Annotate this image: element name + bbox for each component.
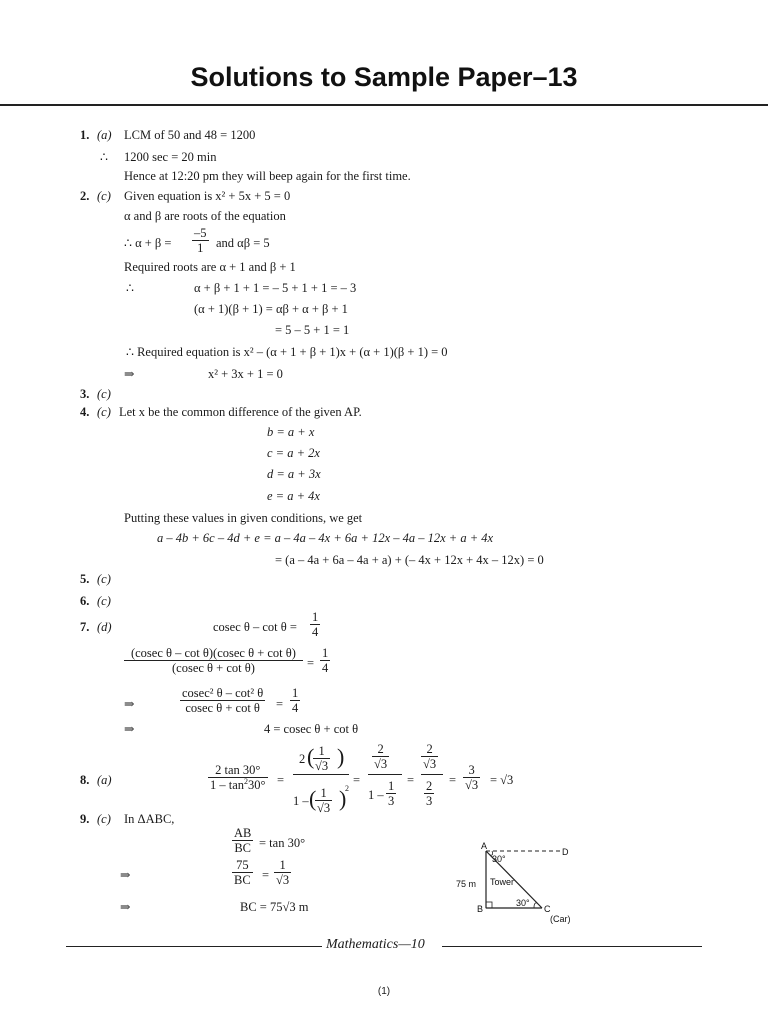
q7-frac-4-den: cosec θ + cot θ [180, 700, 265, 715]
q1-line-3: Hence at 12:20 pm they will beep again for the first time. [124, 169, 411, 183]
q4-line-2: Putting these values in given conditions, we get [124, 511, 363, 525]
q7-number: 7. [80, 620, 90, 634]
label-angle-bottom: 30° [516, 898, 530, 908]
q8-expr-3-num-den: √3 [374, 757, 388, 771]
q8-expr-4-num-num: 2 [426, 742, 433, 756]
q9-frac-1-den: BC [232, 840, 253, 855]
q8-eq-3: = [407, 773, 415, 787]
q7-frac-5-num: 1 [292, 686, 299, 700]
q7-frac-5 [290, 686, 300, 715]
q7-frac-3 [320, 646, 330, 675]
q8-eq-4: = [449, 773, 457, 787]
q4-number: 4. [80, 405, 90, 419]
q8-expr-5-num: 3 [468, 763, 475, 777]
q9-frac-1 [232, 826, 253, 855]
q8-expr-4-num-den: √3 [423, 757, 437, 771]
q7-frac-2 [124, 646, 303, 675]
q6-number: 6. [80, 594, 90, 608]
q9-line-4: BC = 75√3 m [240, 900, 309, 914]
q4-d: d = a + 3x [267, 467, 321, 481]
label-tower: Tower [490, 877, 515, 887]
q2-therefore: ∴ [126, 281, 134, 295]
q8-option: (a) [97, 773, 112, 787]
q2-line-6: (α + 1)(β + 1) = αβ + α + β + 1 [194, 302, 348, 316]
q8-expr-2-inner-num: 1 [318, 744, 325, 758]
q8-expr-3-den-num: 1 [388, 779, 395, 793]
q8-expr-2-den-den: √3 [317, 801, 331, 815]
q4-line-4: = (a – 4a + 6a – 4a + a) + (– 4x + 12x + 4x – 12x) = 0 [275, 553, 544, 567]
q9-frac-1-result: = tan 30° [259, 836, 306, 850]
q2-line-8: ∴ Required equation is x² – (α + 1 + β + 1)x + (α + 1)(β + 1) = 0 [126, 345, 448, 359]
q8-frac-1-den: $1 - \tan^230^\circ$ [210, 777, 266, 792]
q8-expr-2-inner [313, 744, 330, 773]
q2-line-3a: ∴ α + β = [124, 236, 172, 250]
q1-option: (a) [97, 128, 112, 142]
q8-paren-close-2: ) [339, 786, 347, 811]
q8-expr-3-num-num: 2 [377, 742, 384, 756]
q9-frac-2-num: 75 [236, 858, 249, 872]
q1-line-2: 1200 sec = 20 min [124, 150, 217, 164]
footer-rule-right [442, 946, 702, 947]
q7-option: (d) [97, 620, 112, 634]
q2-line-5: α + β + 1 + 1 = – 5 + 1 + 1 = – 3 [194, 281, 357, 295]
label-angle-top: 30° [492, 854, 506, 864]
q8-expr-4-den-den: 3 [426, 794, 433, 808]
q8-expr-2-num [299, 742, 343, 772]
q1-number: 1. [80, 128, 90, 142]
q8-expr-4-num [421, 742, 438, 771]
q3-option: (c) [97, 387, 111, 401]
q7-frac-5-den: 4 [292, 701, 299, 715]
right-angle-mark [486, 902, 492, 908]
q8-paren-open: ( [307, 744, 315, 769]
q8-expr-4-den [424, 779, 434, 808]
q9-frac-2 [232, 858, 253, 887]
q9-option: (c) [97, 812, 111, 826]
q7-frac-1-den: 4 [312, 625, 319, 639]
q9-frac-1-num: AB [234, 826, 252, 840]
q1-therefore: ∴ [100, 150, 108, 164]
q8-expr-3-num [372, 742, 389, 771]
q7-frac-1 [310, 610, 320, 639]
q7-implies-2: ⇒ [124, 722, 135, 736]
q2-line-9: x² + 3x + 1 = 0 [208, 367, 283, 381]
q8-expr-3-den-pre: 1 – [368, 788, 384, 802]
q2-fraction [192, 226, 209, 255]
q9-frac-3 [274, 858, 291, 887]
footer-subject: Mathematics—10 [326, 937, 425, 952]
q7-frac-4 [180, 686, 265, 715]
q2-option: (c) [97, 189, 111, 203]
q8-result: = √3 [490, 773, 514, 787]
q8-expr-2-den-frac [315, 786, 332, 815]
title-rule [0, 104, 768, 106]
q8-expr-2-den [293, 778, 349, 814]
q4-e: e = a + 4x [267, 489, 320, 503]
q4-line-3: a – 4b + 6c – 4d + e = a – 4a – 4x + 6a + 12x – 4a – 12x + a + 4x [157, 531, 494, 545]
q8-expr-2-bar [293, 774, 349, 775]
q4-option: (c) [97, 405, 111, 419]
q7-frac-4-num: cosec² θ – cot² θ [182, 686, 264, 700]
q2-line-3b: and αβ = 5 [216, 236, 270, 250]
q2-line-4: Required roots are α + 1 and β + 1 [124, 260, 296, 274]
q8-expr-3-den [386, 779, 396, 808]
q7-frac-3-num: 1 [322, 646, 329, 660]
q8-number: 8. [80, 773, 90, 787]
q3-number: 3. [80, 387, 90, 401]
q7-line-1: cosec θ – cot θ = [213, 620, 297, 634]
q8-expr-4-bar [421, 774, 443, 775]
q7-frac-2-num: (cosec θ – cot θ)(cosec θ + cot θ) [130, 646, 296, 660]
q7-frac-2-den: (cosec θ + cot θ) [124, 660, 303, 675]
label-car: (Car) [550, 914, 571, 924]
q9-implies-2: ⇒ [120, 900, 131, 914]
q4-line-1: Let x be the common difference of the given AP. [119, 405, 362, 419]
page-number: (1) [377, 986, 391, 997]
page-title: Solutions to Sample Paper–13 [190, 62, 578, 92]
q8-expr-2-den-num: 1 [320, 786, 327, 800]
q8-paren-close: ) [337, 744, 345, 769]
label-b: B [477, 904, 484, 914]
q7-eq-2: = [276, 697, 284, 711]
q7-implies-1: ⇒ [124, 697, 135, 711]
q2-number: 2. [80, 189, 90, 203]
q2-line-7: = 5 – 5 + 1 = 1 [275, 323, 350, 337]
q9-frac-3-den: √3 [276, 873, 290, 887]
q9-frac-2-den: BC [234, 873, 251, 887]
q8-expr-2-inner-den: √3 [315, 759, 329, 773]
q2-line-1: Given equation is x² + 5x + 5 = 0 [124, 189, 291, 203]
q5-option: (c) [97, 572, 111, 586]
q8-expr-4-den-num: 2 [426, 779, 433, 793]
q8-expr-2-exp: 2 [345, 784, 349, 793]
q9-number: 9. [80, 812, 90, 826]
q8-expr-3-den-den: 3 [388, 794, 395, 808]
q2-implies: ⇒ [124, 367, 135, 381]
label-height: 75 m [456, 879, 477, 889]
q9-eq: = [262, 868, 270, 882]
q8-expr-2-den-pre: 1 – [293, 794, 309, 808]
q5-number: 5. [80, 572, 90, 586]
q9-frac-3-num: 1 [279, 858, 286, 872]
q8-expr-5 [463, 763, 480, 792]
q2-line-2: α and β are roots of the equation [124, 209, 286, 223]
q9-implies-1: ⇒ [120, 868, 131, 882]
q2-frac-den: 1 [192, 240, 209, 255]
footer-rule-left [66, 946, 322, 947]
q9-line-1: In ΔABC, [124, 812, 175, 826]
q8-frac-1-num: 2 tan 30° [215, 763, 261, 777]
q8-eq-1: = [277, 773, 285, 787]
q7-line-4: 4 = cosec θ + cot θ [264, 722, 359, 736]
q2-frac-num: –5 [194, 226, 207, 240]
q4-c: c = a + 2x [267, 446, 320, 460]
q8-expr-3-bar [368, 774, 402, 775]
q7-eq-1: = [307, 656, 315, 670]
tower-diagram [450, 838, 590, 930]
bottom-angle-arc [534, 903, 537, 908]
q8-expr-2-coef: 2 [299, 752, 306, 766]
q8-frac-1 [208, 763, 268, 792]
q4-b: b = a + x [267, 425, 315, 439]
q7-frac-1-num: 1 [312, 610, 319, 624]
q8-eq-2: = [353, 773, 361, 787]
label-d: D [562, 847, 569, 857]
q7-frac-3-den: 4 [322, 661, 329, 675]
q8-expr-5-den: √3 [465, 778, 479, 792]
label-c: C [544, 904, 551, 914]
q8-paren-open-2: ( [309, 786, 317, 811]
q6-option: (c) [97, 594, 111, 608]
label-a: A [481, 841, 488, 851]
q1-line-1: LCM of 50 and 48 = 1200 [124, 128, 256, 142]
